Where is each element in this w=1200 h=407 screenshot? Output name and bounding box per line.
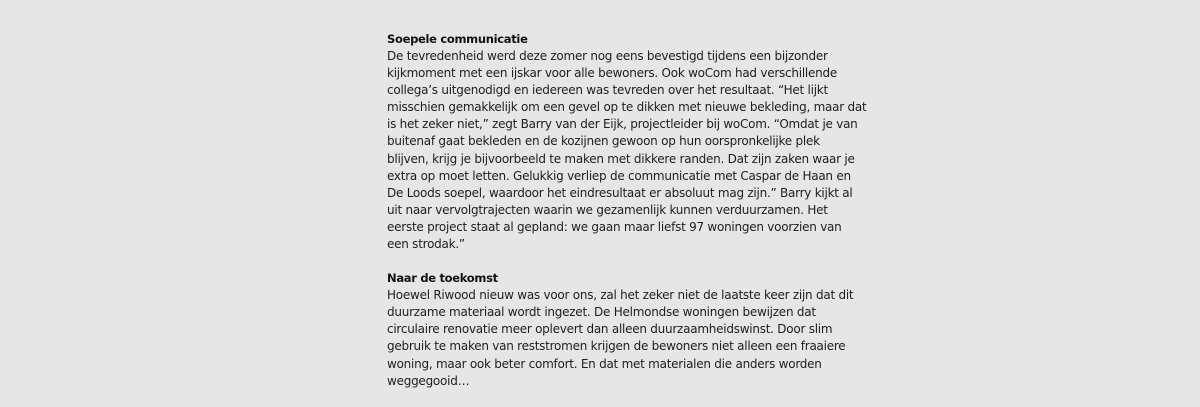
paragraph-line: duurzame materiaal wordt ingezet. De Helmondse woningen bewijzen dat: [387, 305, 816, 320]
paragraph-line: weggegooid…: [387, 373, 470, 388]
paragraph-line: een strodak.”: [387, 237, 465, 252]
section-paragraph: [387, 48, 867, 253]
paragraph-line: collega’s uitgenodigd en iedereen was tevreden over het resultaat. “Het lijkt: [387, 83, 828, 98]
paragraph-line: De tevredenheid werd deze zomer nog eens bevestigd tijdens een bijzonder: [387, 49, 828, 63]
section-heading: Soepele communicatie: [387, 32, 528, 46]
paragraph-line: woning, maar ook beter comfort. En dat met materialen die anders worden: [387, 356, 822, 371]
paragraph-line: blijven, krijg je bijvoorbeeld te maken met dikkere randen. Dat zijn zaken waar je: [387, 151, 855, 166]
paragraph-line: circulaire renovatie meer oplevert dan alleen duurzaamheidswinst. Door slim: [387, 322, 833, 337]
paragraph-line: misschien gemakkelijk om een gevel op te dikken met nieuwe bekleding, maar dat: [387, 100, 867, 115]
paragraph-line: uit naar vervolgtrajecten waarin we gezamenlijk kunnen verduurzamen. Het: [387, 202, 828, 217]
paragraph-line: De Loods soepel, waardoor het eindresultaat er absoluut mag zijn.” Barry kijkt al: [387, 185, 853, 200]
article-body: [387, 31, 867, 407]
paragraph-line: Hoewel Riwood nieuw was voor ons, zal het zeker niet de laatste keer zijn dat dit: [387, 288, 854, 303]
section-soepele-communicatie: [387, 31, 867, 253]
paragraph-line: is het zeker niet,” zegt Barry van der Eijk, projectleider bij woCom. “Omdat je van: [387, 117, 858, 132]
paragraph-line: gebruik te maken van reststromen krijgen de bewoners niet alleen een fraaiere: [387, 339, 846, 354]
section-heading: Naar de toekomst: [387, 271, 498, 286]
section-naar-de-toekomst: [387, 270, 854, 390]
paragraph-line: kijkmoment met een ijskar voor alle bewoners. Ook woCom had verschillende: [387, 66, 837, 81]
section-paragraph: [387, 287, 854, 390]
paragraph-line: buitenaf gaat bekleden en de kozijnen gewoon op hun oorspronkelijke plek: [387, 134, 820, 149]
paragraph-line: eerste project staat al gepland: we gaan maar liefst 97 woningen voorzien van: [387, 219, 842, 234]
paragraph-line: extra op moet letten. Gelukkig verliep de communicatie met Caspar de Haan en: [387, 168, 851, 183]
